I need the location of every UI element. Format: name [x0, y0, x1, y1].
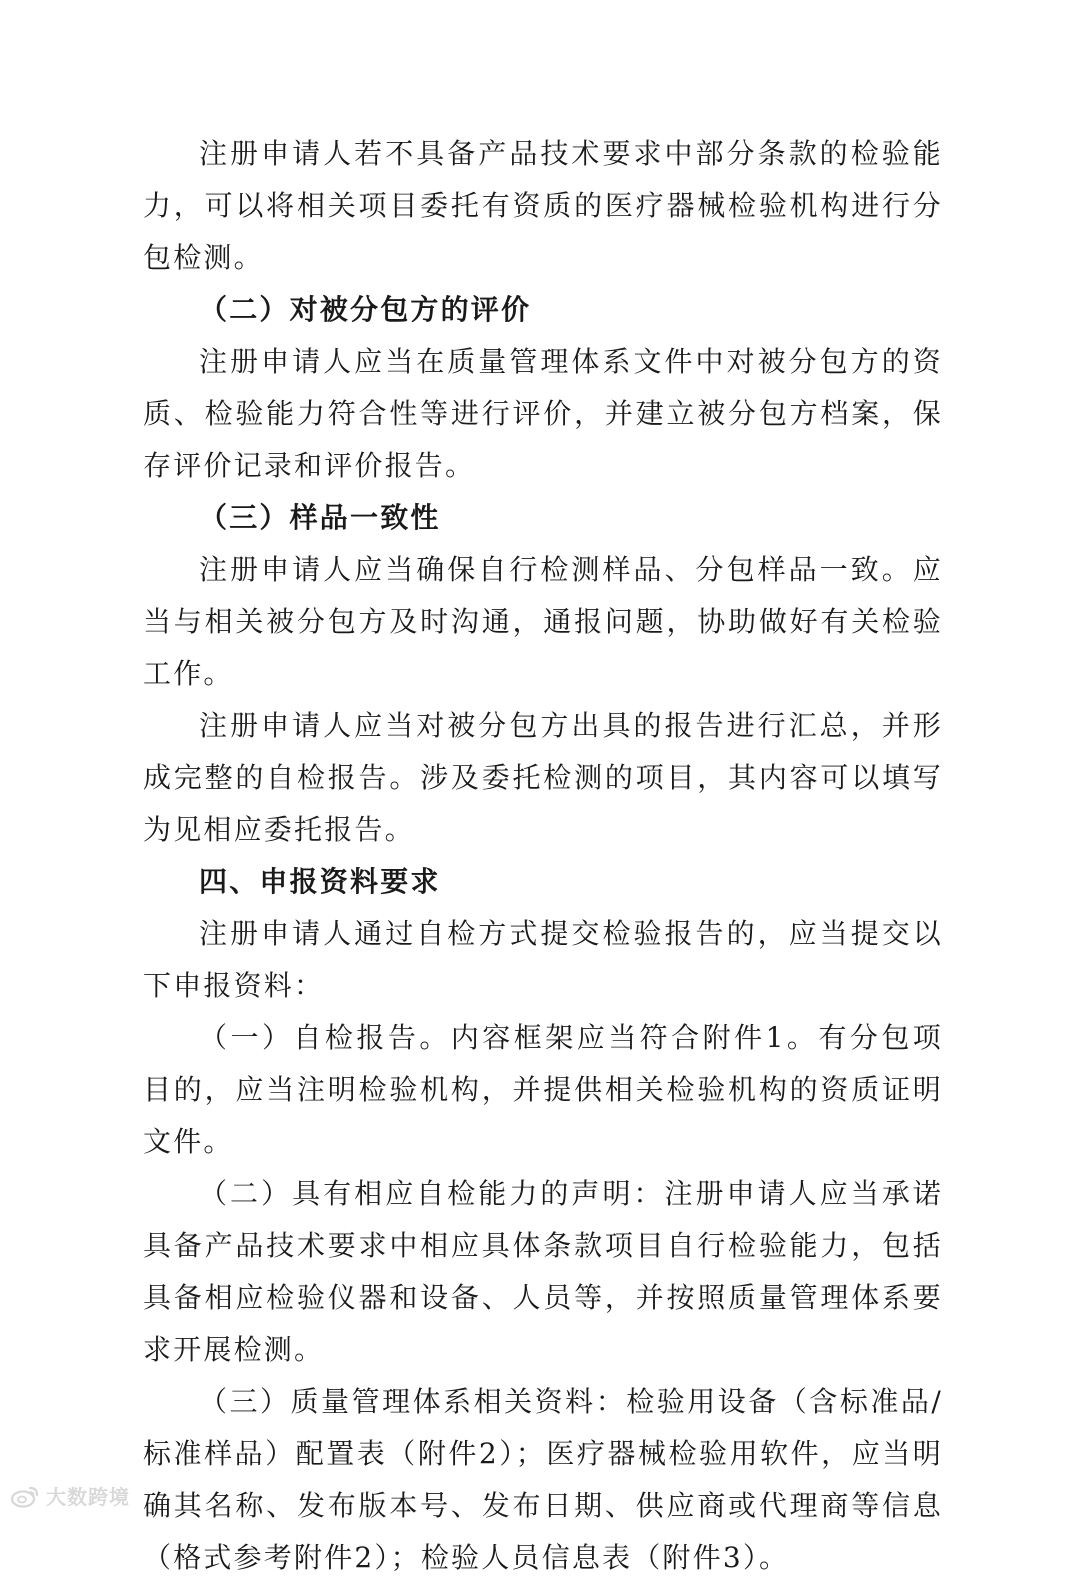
section-heading-submission-requirements: 四、申报资料要求	[199, 865, 441, 898]
watermark	[10, 1481, 130, 1510]
subheading-sample-consistency: （三）样品一致性	[199, 501, 441, 534]
paragraph-sample-consistency: 注册申请人应当确保自行检测样品、分包样品一致。应当与相关被分包方及时沟通，通报问题，协助做好有关检验工作。	[143, 553, 943, 690]
watermark-text: 大数跨境	[46, 1485, 130, 1509]
subheading-subcontractor-evaluation: （二）对被分包方的评价	[199, 293, 532, 326]
paragraph-report-summary: 注册申请人应当对被分包方出具的报告进行汇总，并形成完整的自检报告。涉及委托检测的项目，其内容可以填写为见相应委托报告。	[143, 709, 943, 846]
paragraph-item-self-test-report: （一）自检报告。内容框架应当符合附件1。有分包项目的，应当注明检验机构，并提供相关检验机构的资质证明文件。	[143, 1021, 943, 1158]
paragraph-item-capability-statement: （二）具有相应自检能力的声明：注册申请人应当承诺具备产品技术要求中相应具体条款项目自行检验能力，包括具备相应检验仪器和设备、人员等，并按照质量管理体系要求开展检测。	[143, 1177, 943, 1366]
weibo-logo-icon	[10, 1484, 40, 1508]
paragraph-subcontract-intro: 注册申请人若不具备产品技术要求中部分条款的检验能力，可以将相关项目委托有资质的医疗器械检验机构进行分包检测。	[143, 137, 943, 274]
paragraph-subcontractor-evaluation: 注册申请人应当在质量管理体系文件中对被分包方的资质、检验能力符合性等进行评价，并建立被分包方档案，保存评价记录和评价报告。	[143, 345, 943, 482]
paragraph-submission-intro: 注册申请人通过自检方式提交检验报告的，应当提交以下申报资料：	[143, 917, 943, 1002]
paragraph-item-quality-system: （三）质量管理体系相关资料：检验用设备（含标准品/标准样品）配置表（附件2）；医疗器械检验用软件，应当明确其名称、发布版本号、发布日期、供应商或代理商等信息（格式参考附件2）；检验人员信息表（附件3）。	[143, 1385, 943, 1574]
document-body	[143, 128, 943, 1584]
